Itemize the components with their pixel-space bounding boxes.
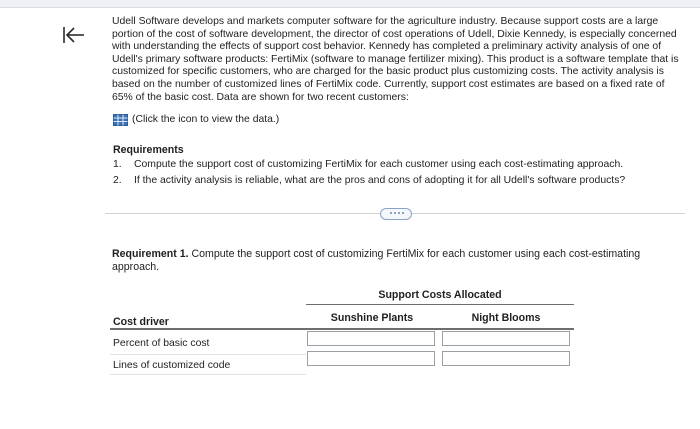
requirements-title: Requirements bbox=[113, 144, 184, 156]
requirement-1-label: Requirement 1. bbox=[112, 248, 189, 260]
row-label-percent-of-basic-cost: Percent of basic cost bbox=[113, 338, 210, 349]
data-table-icon[interactable] bbox=[113, 114, 128, 126]
input-night-lines-of-customized-code[interactable] bbox=[442, 351, 570, 366]
requirement-item bbox=[113, 157, 625, 173]
requirement-item bbox=[113, 173, 625, 189]
input-sunshine-lines-of-customized-code[interactable] bbox=[307, 351, 435, 366]
view-data-link[interactable] bbox=[113, 113, 279, 127]
column-header-sunshine-plants: Sunshine Plants bbox=[330, 312, 414, 324]
cost-driver-header: Cost driver bbox=[113, 316, 169, 328]
row-separator bbox=[110, 374, 306, 375]
requirements-list bbox=[113, 157, 625, 189]
input-night-percent-of-basic-cost[interactable] bbox=[442, 331, 570, 346]
header-rule bbox=[110, 328, 574, 330]
problem-intro-text: Udell Software develops and markets computer software for the agriculture industry. Because support costs are a large portion of the cost of software development, the director of cost operations of Udell, Dixie Kennedy, is especially concerned with understanding the effects of support cost behavior. Kennedy has completed a preliminary activity analysis of one of Udell's primary software products: FertiMix (software to manage fertilizer mixing). This product is a software template that is customized for specific customers, who are charged for the basic product plus customizing costs. The activity analysis is based on the number of customized lines of FertiMix code. Currently, support cost estimates are based on a fixed rate of 65% of the basic cost. Data are shown for two recent customers: bbox=[112, 16, 679, 103]
support-costs-header: Support Costs Allocated bbox=[378, 289, 502, 301]
requirement-text: If the activity analysis is reliable, what are the pros and cons of adopting it for all Udell's software products? bbox=[134, 175, 626, 186]
requirement-text: Compute the support cost of customizing FertiMix for each customer using each cost-estimating approach. bbox=[134, 159, 624, 170]
row-separator bbox=[110, 354, 306, 355]
requirement-1-prompt bbox=[112, 248, 682, 274]
requirement-number: 1. bbox=[113, 159, 122, 170]
requirement-number: 2. bbox=[113, 175, 122, 186]
requirement-1-text: Compute the support cost of customizing FertiMix for each customer using each cost-estimating approach. bbox=[112, 248, 641, 273]
back-to-start-button[interactable] bbox=[60, 24, 88, 46]
top-bar bbox=[0, 0, 700, 8]
back-to-start-icon bbox=[60, 24, 88, 46]
row-label-lines-of-customized-code: Lines of customized code bbox=[113, 360, 231, 371]
expand-more-button[interactable] bbox=[380, 208, 412, 220]
view-data-label[interactable]: (Click the icon to view the data.) bbox=[132, 114, 280, 125]
column-header-night-blooms: Night Blooms bbox=[471, 312, 541, 324]
input-sunshine-percent-of-basic-cost[interactable] bbox=[307, 331, 435, 346]
group-header-rule bbox=[306, 304, 574, 305]
